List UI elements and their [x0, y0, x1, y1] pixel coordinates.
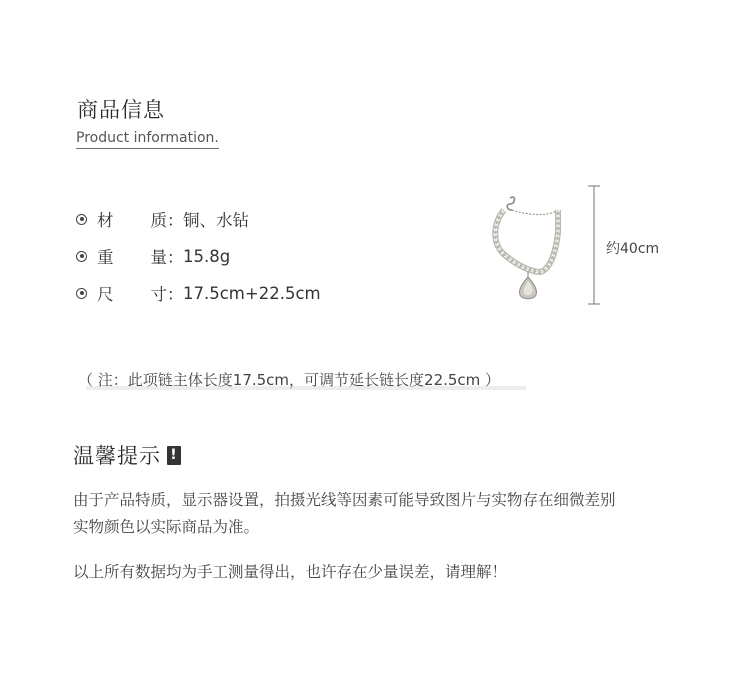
spec-colon: ： [167, 285, 184, 304]
spec-row-material [76, 208, 249, 230]
spec-key-char: 尺 [97, 285, 114, 304]
necklace-image [470, 180, 610, 310]
tips-paragraph-line: 实物颜色以实际商品为准。 [73, 518, 260, 536]
spec-key [97, 207, 167, 231]
spec-key-char: 重 [97, 248, 114, 267]
tips-title-text: 温馨提示 [73, 444, 161, 468]
spec-key-char: 量 [150, 248, 167, 267]
section-subtitle-product-info: Product information. [76, 130, 219, 149]
spec-colon: ： [167, 211, 184, 230]
spec-value: 15.8g [183, 246, 231, 266]
spec-key-char: 质 [150, 211, 167, 230]
spec-value: 17.5cm+22.5cm [183, 283, 321, 303]
section-title-product-info: 商品信息 [77, 98, 165, 122]
dimension-label: 约40cm [606, 241, 660, 257]
tips-paragraph-line: 由于产品特质，显示器设置，拍摄光线等因素可能导致图片与实物存在细微差别 [73, 491, 616, 509]
spec-colon: ： [167, 248, 184, 267]
spec-key [97, 281, 167, 305]
spec-row-weight [76, 245, 230, 267]
bullet-icon [76, 288, 87, 299]
spec-value: 铜、水钻 [183, 211, 249, 230]
exclamation-icon: ! [167, 446, 181, 465]
spec-key [97, 244, 167, 268]
spec-key-char: 材 [97, 211, 114, 230]
length-note: （ 注：此项链主体长度17.5cm，可调节延长链长度22.5cm ） [78, 371, 501, 389]
tips-title [73, 440, 181, 470]
spec-row-size [76, 282, 321, 304]
tips-paragraph-1 [73, 487, 673, 541]
bullet-icon [76, 251, 87, 262]
tips-paragraph-2: 以上所有数据均为手工测量得出，也许存在少量误差，请理解！ [73, 563, 508, 581]
spec-key-char: 寸 [150, 285, 167, 304]
bullet-icon [76, 214, 87, 225]
